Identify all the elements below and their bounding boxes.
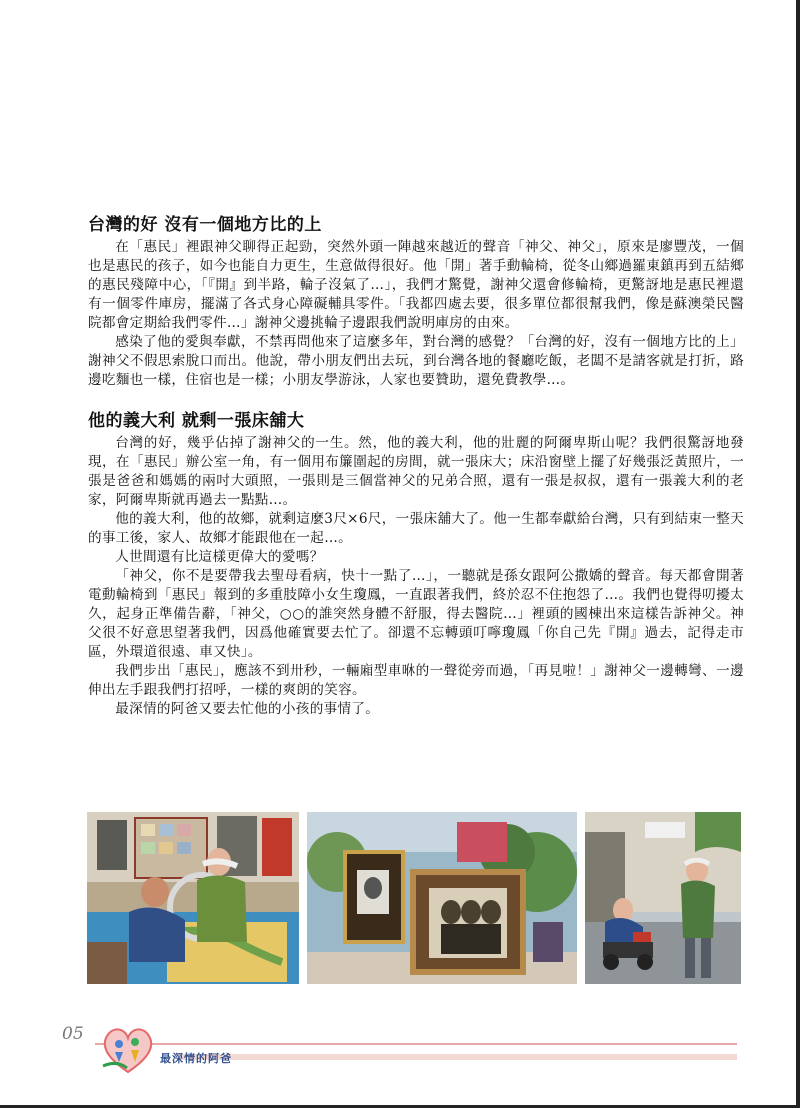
paragraph: 最深情的阿爸又要去忙他的小孩的事情了。: [115, 701, 380, 717]
page-edge-right: [796, 0, 800, 1108]
paragraph: 在「惠民」裡跟神父聊得正起勁，突然外頭一陣越來越近的聲音「神父、神父」，原來是廖豐茂，一個也是惠民的孩子，如今也能自力更生，生意做得很好。他「開」著手動輪椅，從冬山鄉過羅東鎮再到五結鄉的惠民殘障中心，「『開』到半路，輪子沒氣了…」，我們才驚覺，謝神父還會修輪椅，更驚訝地是惠民裡還有一個零件庫房，擺滿了各式身心障礙輔具零件。「我都四處去要，很多單位都很幫我們，像是蘇澳榮民醫院都會定期給我們零件…」謝神父邊挑輪子邊跟我們說明庫房的由來。: [88, 239, 744, 331]
paragraph: 感染了他的愛與奉獻，不禁再問他來了這麼多年，對台灣的感覺？「台灣的好，沒有一個地方比的上」謝神父不假思索脫口而出。他說，帶小朋友們出去玩，到台灣各地的餐廳吃飯，老闆不是請客就是打折，路邊吃麵也一樣，住宿也是一樣；小朋友學游泳，人家也要贊助，還免費教學…。: [88, 334, 744, 388]
paragraph: 「神父，你不是要帶我去聖母看病，快十一點了…」，一聽就是孫女跟阿公撒嬌的聲音。每天都會開著電動輪椅到「惠民」報到的多重肢障小女生瓊鳳，一直跟著我們，終於忍不住抱怨了…。我們也覺得叨擾太久，起身正準備告辭，「神父，○○的誰突然身體不舒服，得去醫院…」裡頭的國棟出來這樣告訴神父。神父很不好意思望著我們，因爲他確實要去忙了。卻還不忘轉頭叮嚀瓊鳳「你自己先『開』過去，記得走市區，外環道很遠、車又快」。: [88, 568, 744, 660]
section-heading: 他的義大利 就剩一張床舖大: [88, 411, 305, 431]
paragraph: 台灣的好，幾乎佔掉了謝神父的一生。然，他的義大利，他的壯麗的阿爾卑斯山呢？我們很驚訝地發現，在「惠民」辦公室一角，有一個用布簾圍起的房間，就一張床大；床沿窗壁上擺了好幾張泛黃照片，一張是爸爸和媽媽的兩吋大頭照，一張則是三個當神父的兄弟合照，還有一張是叔叔，還有一張義大利的老家，阿爾卑斯就再過去一點點…。: [88, 435, 744, 508]
paragraph: 人世間還有比這樣更偉大的愛嗎？: [115, 549, 324, 565]
footer-title: 最深情的阿爸: [160, 1052, 232, 1065]
paragraph: 我們步出「惠民」，應該不到卅秒，一輛廂型車咻的一聲從旁而過，「再見啦！」謝神父一邊轉彎、一邊伸出左手跟我們打招呼，一樣的爽朗的笑容。: [88, 663, 744, 698]
family-heart-logo-icon: [97, 1022, 159, 1076]
footer-rule: [95, 1043, 737, 1045]
street-wheelchair-photo: [585, 812, 741, 984]
photo-strip: [87, 812, 741, 984]
page-number: 05: [62, 1024, 84, 1044]
section-heading: 台灣的好 沒有一個地方比的上: [88, 215, 322, 235]
family-photos-shrine: [307, 812, 577, 984]
paragraph: 他的義大利，他的故鄉，就剩這麼3尺×6尺，一張床舖大了。他一生都奉獻給台灣，只有到結束一整天的事工後，家人、故鄉才能跟他在一起…。: [88, 511, 744, 546]
footer-band: [178, 1054, 737, 1060]
article-body: [88, 210, 744, 719]
workshop-photo: [87, 812, 299, 984]
